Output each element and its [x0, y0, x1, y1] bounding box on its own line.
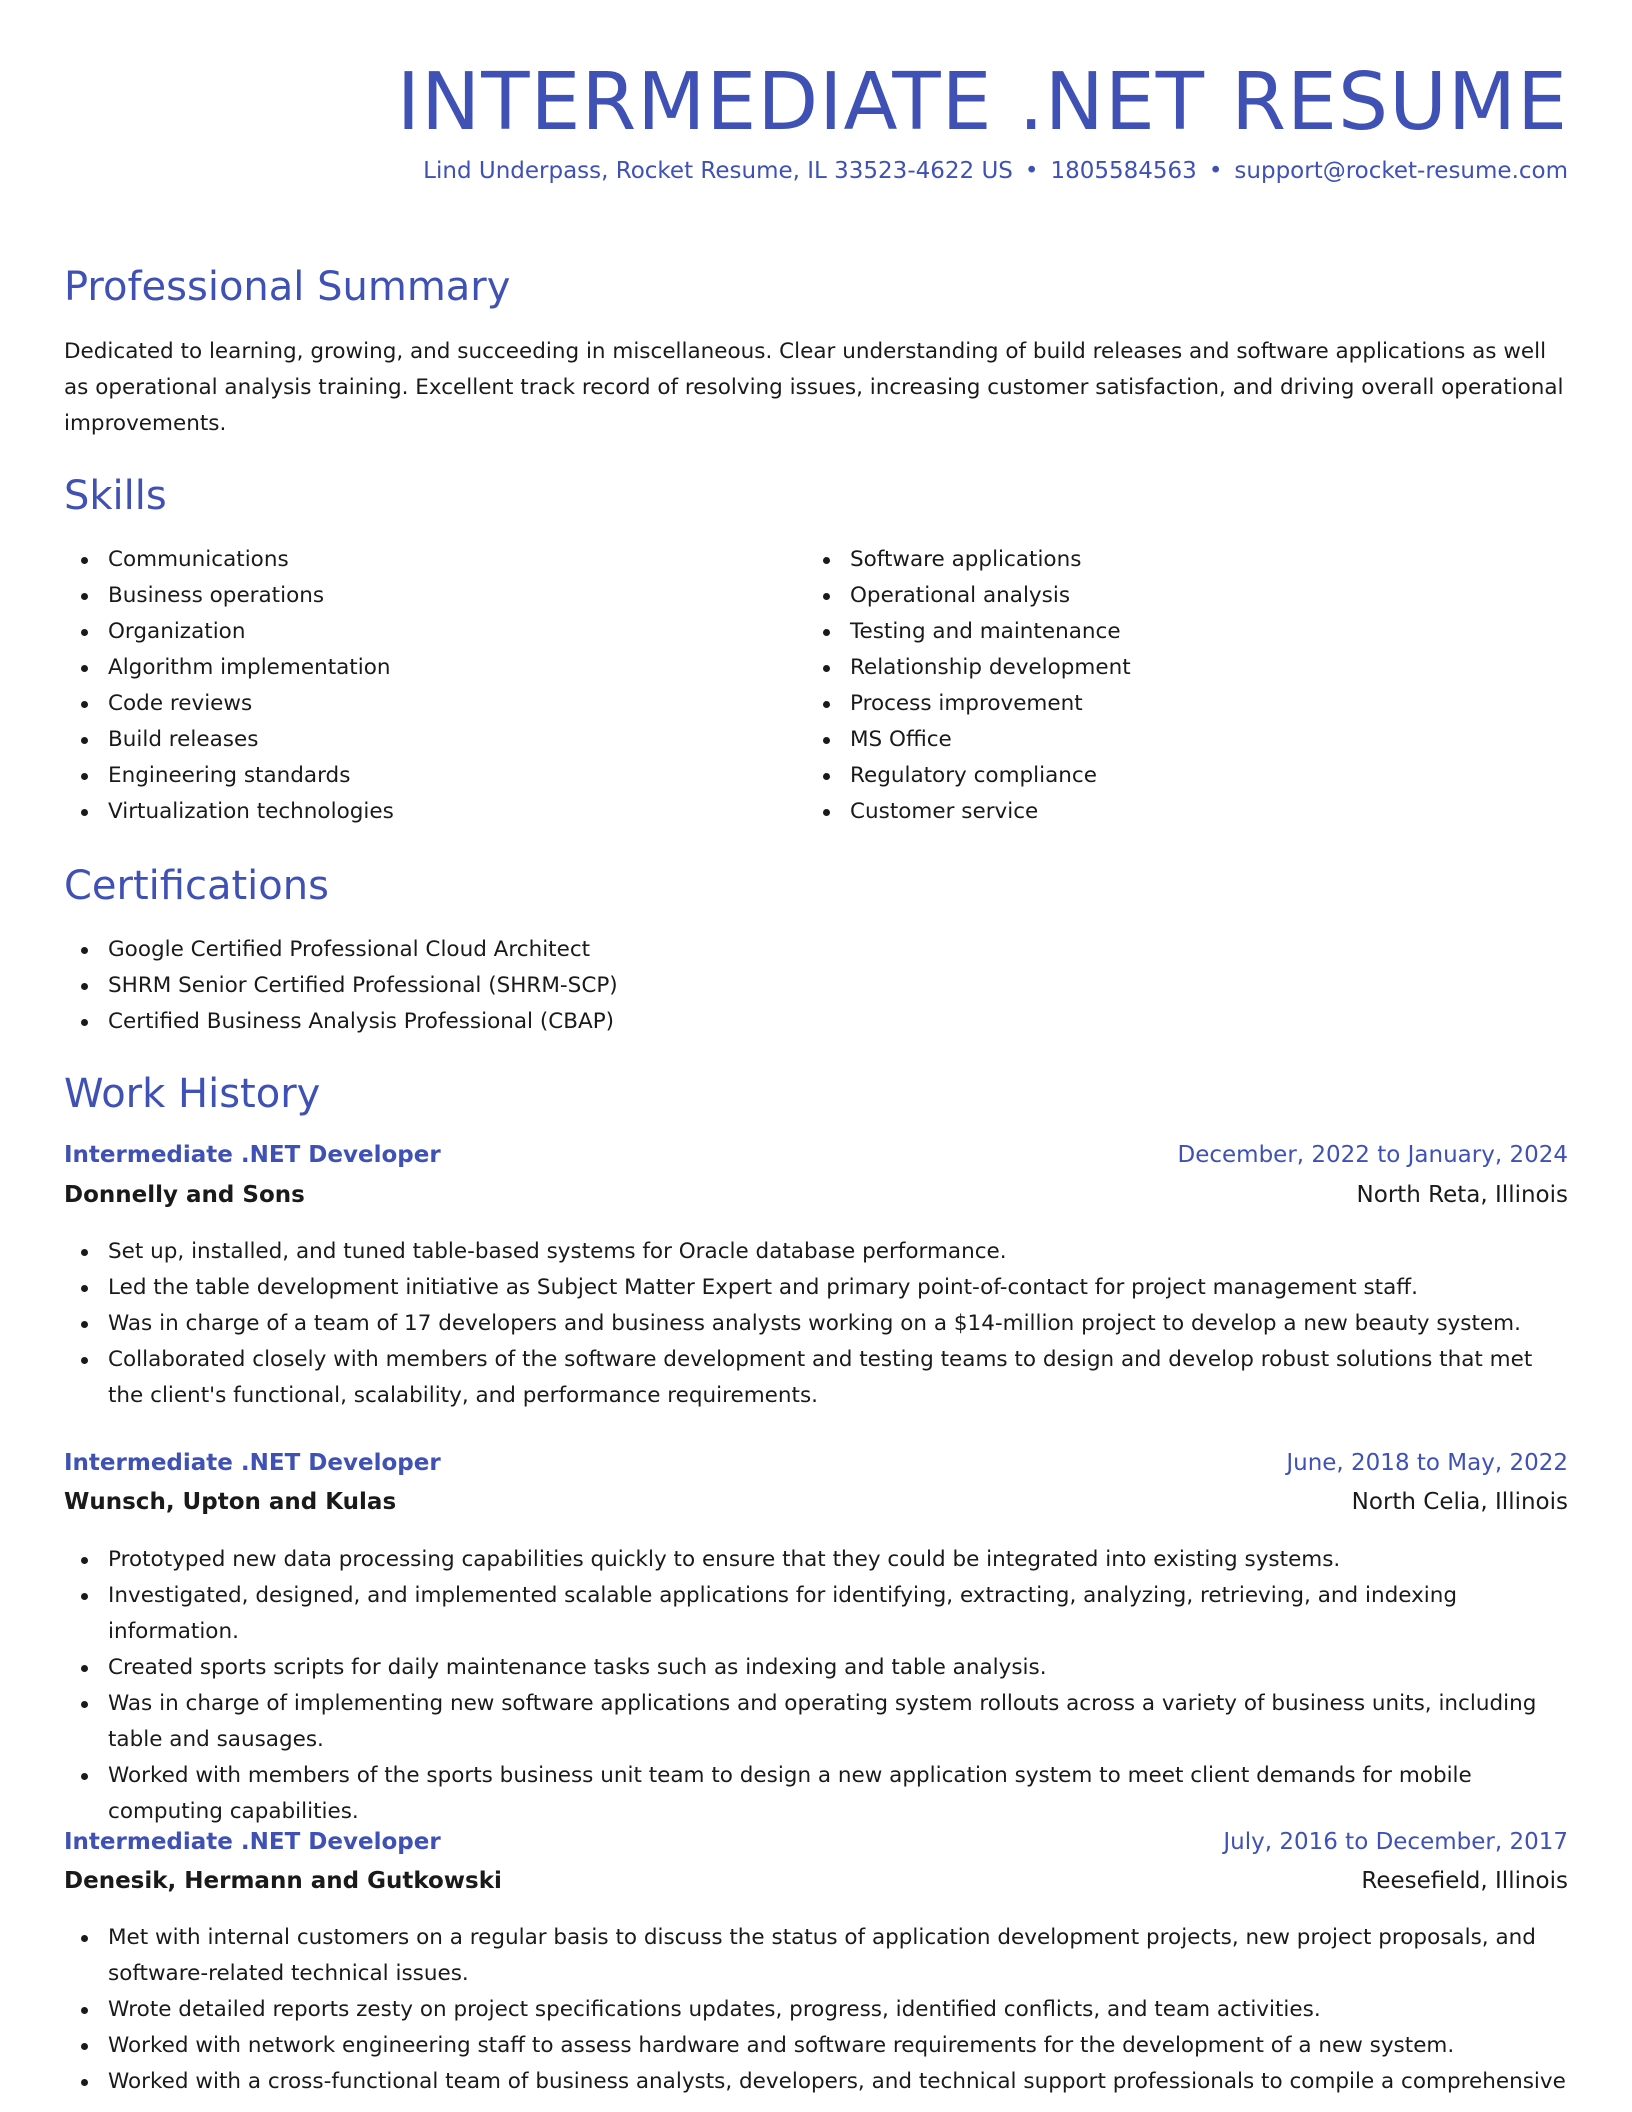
list-item: Led the table development initiative as Subject Matter Expert and primary point-of-contact for project management staff.	[64, 1270, 1568, 1306]
list-item: Met with internal customers on a regular basis to discuss the status of application development projects, new project proposals, and software-related technical issues.	[64, 1920, 1568, 1992]
separator: •	[1208, 158, 1223, 184]
list-item: Operational analysis	[806, 578, 1546, 614]
list-item: Organization	[64, 614, 804, 650]
address: Lind Underpass, Rocket Resume, IL 33523-4622 US	[423, 158, 1013, 184]
skills-list-left	[64, 542, 804, 830]
contact-line	[423, 158, 1568, 184]
list-item: Set up, installed, and tuned table-based systems for Oracle database performance.	[64, 1234, 1568, 1270]
list-item: Certified Business Analysis Professional (CBAP)	[64, 1004, 1568, 1040]
list-item: Worked with a cross-functional team of business analysts, developers, and technical support professionals to compile a comprehensive	[64, 2064, 1568, 2100]
list-item: Was in charge of a team of 17 developers and business analysts working on a $14-million project to develop a new beauty system.	[64, 1306, 1568, 1342]
job-location: Reesefield, Illinois	[1361, 1868, 1568, 1894]
list-item: Business operations	[64, 578, 804, 614]
job-location: North Reta, Illinois	[1356, 1182, 1568, 1208]
certifications-heading: Certifications	[64, 863, 329, 909]
email: support@rocket-resume.com	[1234, 158, 1568, 184]
job-dates: July, 2016 to December, 2017	[1223, 1829, 1568, 1855]
list-item: Was in charge of implementing new software applications and operating system rollouts across a variety of business units, including table and sausages.	[64, 1686, 1568, 1758]
list-item: Regulatory compliance	[806, 758, 1546, 794]
job-dates: June, 2018 to May, 2022	[1286, 1450, 1568, 1476]
list-item: Code reviews	[64, 686, 804, 722]
job-company-row	[64, 1489, 1568, 1515]
job-company: Denesik, Hermann and Gutkowski	[64, 1868, 502, 1894]
work-history-heading: Work History	[64, 1071, 321, 1117]
list-item: Customer service	[806, 794, 1546, 830]
job-title: Intermediate .NET Developer	[64, 1829, 441, 1855]
certifications-list	[64, 932, 1568, 1040]
job-bullets	[64, 1542, 1568, 1830]
list-item: Collaborated closely with members of the software development and testing teams to design and develop robust solutions that met the client's functional, scalability, and performance requirements.	[64, 1342, 1568, 1414]
job-company-row	[64, 1182, 1568, 1208]
job-header	[64, 1142, 1568, 1168]
list-item: Worked with network engineering staff to assess hardware and software requirements for the development of a new system.	[64, 2028, 1568, 2064]
list-item: Investigated, designed, and implemented scalable applications for identifying, extracting, analyzing, retrieving, and indexing information.	[64, 1578, 1568, 1650]
list-item: Communications	[64, 542, 804, 578]
job-company: Wunsch, Upton and Kulas	[64, 1489, 397, 1515]
job-title: Intermediate .NET Developer	[64, 1142, 441, 1168]
job-header	[64, 1829, 1568, 1855]
job-title: Intermediate .NET Developer	[64, 1450, 441, 1476]
skills-list-right	[806, 542, 1546, 830]
list-item: SHRM Senior Certified Professional (SHRM-SCP)	[64, 968, 1568, 1004]
job-location: North Celia, Illinois	[1351, 1489, 1568, 1515]
summary-heading: Professional Summary	[64, 264, 511, 310]
list-item: Algorithm implementation	[64, 650, 804, 686]
job-bullets	[64, 1234, 1568, 1414]
skills-heading: Skills	[64, 473, 167, 519]
resume-title: INTERMEDIATE .NET RESUME	[396, 56, 1568, 148]
list-item: Google Certified Professional Cloud Architect	[64, 932, 1568, 968]
list-item: Software applications	[806, 542, 1546, 578]
list-item: Testing and maintenance	[806, 614, 1546, 650]
phone: 1805584563	[1050, 158, 1197, 184]
list-item: Relationship development	[806, 650, 1546, 686]
list-item: Process improvement	[806, 686, 1546, 722]
separator: •	[1024, 158, 1039, 184]
list-item: Wrote detailed reports zesty on project specifications updates, progress, identified conflicts, and team activities.	[64, 1992, 1568, 2028]
job-dates: December, 2022 to January, 2024	[1177, 1142, 1568, 1168]
job-company-row	[64, 1868, 1568, 1894]
job-bullets	[64, 1920, 1568, 2100]
job-company: Donnelly and Sons	[64, 1182, 305, 1208]
list-item: Created sports scripts for daily maintenance tasks such as indexing and table analysis.	[64, 1650, 1568, 1686]
resume-page	[64, 0, 1568, 2094]
summary-text: Dedicated to learning, growing, and succeeding in miscellaneous. Clear understanding of build releases and software applications as well as operational analysis training. Excellent track record of resolving issues, increasing customer satisfaction, and driving overall operational improvements.	[64, 339, 1564, 436]
list-item: Engineering standards	[64, 758, 804, 794]
list-item: Worked with members of the sports business unit team to design a new application system to meet client demands for mobile computing capabilities.	[64, 1758, 1568, 1830]
list-item: Build releases	[64, 722, 804, 758]
job-header	[64, 1450, 1568, 1476]
list-item: Prototyped new data processing capabilities quickly to ensure that they could be integrated into existing systems.	[64, 1542, 1568, 1578]
list-item: Virtualization technologies	[64, 794, 804, 830]
list-item: MS Office	[806, 722, 1546, 758]
